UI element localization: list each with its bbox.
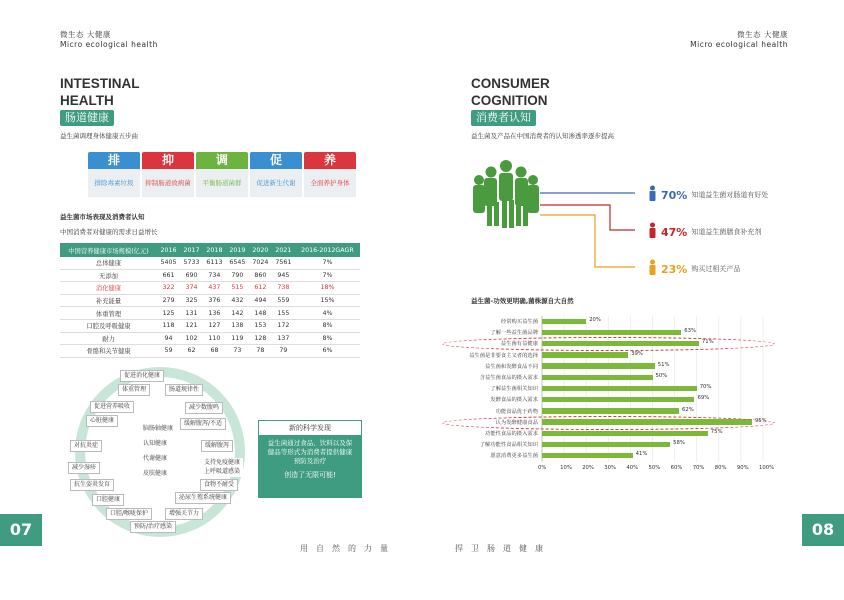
table-cell: 口腔及呼吸健康 bbox=[60, 319, 157, 332]
right-title-line1: CONSUMER bbox=[471, 76, 550, 91]
table-cell: 118 bbox=[157, 319, 180, 332]
table-cell: 消化健康 bbox=[60, 282, 157, 295]
table-cell: 142 bbox=[226, 307, 249, 320]
header-right-cn: 微生态 大健康 bbox=[737, 30, 788, 39]
table-cell: 骨骼和关节健康 bbox=[60, 345, 157, 358]
health-bubble: 促进消化健康 bbox=[120, 370, 164, 382]
highlight-ellipse bbox=[442, 416, 775, 430]
bar-category-label: 经常购买益生菌 bbox=[500, 319, 538, 325]
left-title-line1: INTESTINAL bbox=[60, 76, 140, 91]
health-bubble: 增强关节力 bbox=[165, 508, 203, 520]
stat-text: 知道益生菌膳食补充剂 bbox=[691, 228, 762, 236]
bar-category-label: 了解一些益生菌品牌 bbox=[490, 330, 538, 337]
table-header: 2019 bbox=[226, 243, 249, 257]
health-bubble: 促进营养吸收 bbox=[90, 401, 134, 413]
bar-value-label: 20% bbox=[589, 317, 601, 323]
table-cell: 661 bbox=[157, 269, 180, 282]
right-tag: 消费者认知 bbox=[471, 110, 536, 126]
table-cell: 7024 bbox=[249, 257, 272, 269]
bar-category-label: 益生菌是非要食主义者的选择 bbox=[469, 352, 538, 359]
table-cell: 78 bbox=[249, 345, 272, 358]
bar-category-label: 发酵食品的摄入需求 bbox=[490, 397, 538, 404]
market-title: 益生菌市场表现及消费者认知 bbox=[60, 213, 145, 221]
header-left-cn: 微生态 大健康 bbox=[60, 30, 111, 39]
health-bubble: 泌尿生殖系统健康 bbox=[175, 492, 231, 504]
page-number-right: 08 bbox=[802, 514, 844, 546]
bar-value-label: 69% bbox=[697, 395, 710, 402]
stat-text: 购买过相关产品 bbox=[691, 265, 741, 273]
x-tick-label: 100% bbox=[759, 464, 775, 471]
table-header: 2020 bbox=[249, 243, 272, 257]
table-cell: 136 bbox=[203, 307, 226, 320]
health-inner-item: 皮肤健康 bbox=[140, 469, 170, 479]
table-cell: 7% bbox=[295, 257, 360, 269]
table-cell: 补充能量 bbox=[60, 294, 157, 307]
table-cell: 945 bbox=[272, 269, 295, 282]
table-cell: 8% bbox=[295, 332, 360, 345]
bar bbox=[542, 319, 586, 325]
step-char: 养 bbox=[304, 152, 356, 169]
right-title-line2: COGNITION bbox=[471, 93, 548, 108]
bar-value-label: 63% bbox=[684, 328, 696, 335]
table-cell: 总体健康 bbox=[60, 257, 157, 269]
health-inner-item: 支持免疫健康 bbox=[201, 458, 243, 468]
table-cell: 790 bbox=[226, 269, 249, 282]
table-cell: 体重管理 bbox=[60, 307, 157, 320]
bar-value-label: 62% bbox=[682, 406, 694, 413]
table-cell: 68 bbox=[203, 345, 226, 358]
bar-value-label: 41% bbox=[635, 451, 648, 458]
table-header: 2021 bbox=[272, 243, 295, 257]
left-title-line2: HEALTH bbox=[60, 93, 114, 108]
x-tick-label: 20% bbox=[582, 464, 594, 471]
left-subtitle: 益生菌调理身体健康五步曲 bbox=[60, 132, 138, 140]
table-cell: 7561 bbox=[272, 257, 295, 269]
table-cell: 131 bbox=[180, 307, 203, 320]
bar-category-label: 益生菌和发酵食品不同 bbox=[485, 363, 538, 370]
table-cell: 7% bbox=[295, 269, 360, 282]
bar-category-label: 认为发酵健康食品 bbox=[495, 419, 538, 426]
discovery-footer: 创造了无限可能! bbox=[284, 471, 336, 479]
health-bubble: 口腔/喉咙保护 bbox=[106, 508, 152, 520]
bar bbox=[542, 330, 681, 336]
table-header: 2017 bbox=[180, 243, 203, 257]
bar-category-label: 愿意消费更多益生菌 bbox=[490, 453, 538, 460]
table-cell: 432 bbox=[226, 294, 249, 307]
table-cell: 515 bbox=[226, 282, 249, 295]
step-char: 排 bbox=[88, 152, 140, 169]
x-tick-label: 30% bbox=[604, 464, 617, 471]
table-cell: 119 bbox=[226, 332, 249, 345]
header-right-en: Micro ecological health bbox=[690, 40, 788, 49]
bar-category-label: 功能性食品的摄入需求 bbox=[485, 431, 538, 437]
table-cell: 137 bbox=[272, 332, 295, 345]
health-bubble: 对抗炎症 bbox=[70, 440, 102, 452]
table-cell: 138 bbox=[226, 319, 249, 332]
bar-category-label: 功能食品优于药物 bbox=[495, 408, 538, 415]
bar-value-label: 51% bbox=[657, 361, 670, 368]
bar bbox=[542, 442, 670, 448]
table-cell: 559 bbox=[272, 294, 295, 307]
stat-percent: 47% bbox=[661, 225, 688, 239]
table-cell: 738 bbox=[272, 282, 295, 295]
bar bbox=[542, 363, 655, 369]
stat-percent: 70% bbox=[661, 188, 688, 202]
step-char: 促 bbox=[250, 152, 302, 169]
table-cell: 6% bbox=[295, 345, 360, 358]
table-cell: 125 bbox=[157, 307, 180, 320]
table-cell: 374 bbox=[180, 282, 203, 295]
step-text: 全面养护身体 bbox=[304, 169, 356, 197]
bar bbox=[542, 453, 633, 459]
table-header: 2016-2012GAGR bbox=[295, 243, 360, 257]
health-bubble: 预防/治疗感染 bbox=[130, 521, 176, 533]
bar-value-label: 75% bbox=[710, 429, 723, 435]
table-cell: 18% bbox=[295, 282, 360, 295]
table-cell: 4% bbox=[295, 307, 360, 320]
step-text: 促进新生代谢 bbox=[250, 169, 302, 197]
table-cell: 128 bbox=[249, 332, 272, 345]
health-inner-item: 认知健康 bbox=[140, 439, 170, 449]
table-cell: 110 bbox=[203, 332, 226, 345]
x-tick-label: 0% bbox=[538, 464, 547, 471]
table-cell: 127 bbox=[203, 319, 226, 332]
health-inner-item: 脑肠轴健康 bbox=[140, 424, 176, 434]
x-tick-label: 40% bbox=[626, 464, 639, 471]
x-tick-label: 10% bbox=[560, 464, 572, 471]
bar-category-label: 了解功能性食品相关知识 bbox=[479, 442, 538, 449]
x-tick-label: 90% bbox=[736, 464, 749, 471]
bar bbox=[542, 352, 628, 358]
table-cell: 耐力 bbox=[60, 332, 157, 345]
table-cell: 325 bbox=[180, 294, 203, 307]
table-cell: 437 bbox=[203, 282, 226, 295]
table-cell: 121 bbox=[180, 319, 203, 332]
bar-value-label: 95% bbox=[754, 417, 767, 424]
stat-percent: 23% bbox=[661, 262, 688, 276]
table-cell: 59 bbox=[157, 345, 180, 358]
x-tick-label: 60% bbox=[670, 464, 683, 471]
table-cell: 734 bbox=[203, 269, 226, 282]
step-char: 调 bbox=[196, 152, 248, 169]
health-bubble: 减少数腹鸣 bbox=[185, 402, 223, 414]
health-bubble: 缓解腹泻 bbox=[201, 440, 233, 452]
table-cell: 5733 bbox=[180, 257, 203, 269]
health-bubble: 抗生姿炎发育 bbox=[70, 479, 114, 491]
table-header: 2016 bbox=[157, 243, 180, 257]
bar-value-label: 50% bbox=[655, 373, 668, 379]
bar-value-label: 58% bbox=[673, 440, 685, 447]
table-cell: 6545 bbox=[226, 257, 249, 269]
table-cell: 279 bbox=[157, 294, 180, 307]
bar-value-label: 71% bbox=[701, 339, 714, 346]
step-text: 排除毒素垃圾 bbox=[88, 169, 140, 197]
x-tick-label: 70% bbox=[692, 464, 705, 471]
chart-title: 益生菌-功效更明确,菌株源自大自然 bbox=[471, 297, 574, 305]
table-cell: 155 bbox=[272, 307, 295, 320]
bar-value-label: 70% bbox=[699, 384, 712, 391]
bar-category-label: 含益生菌食品的摄入需求 bbox=[479, 375, 538, 381]
table-cell: 73 bbox=[226, 345, 249, 358]
bar bbox=[542, 397, 694, 403]
bar bbox=[542, 375, 653, 381]
footer-right: 捍卫肠道健康 bbox=[455, 544, 551, 553]
health-bubble: 缓解腹泻/不适 bbox=[180, 418, 226, 430]
table-cell: 148 bbox=[249, 307, 272, 320]
health-bubble: 食物不耐受 bbox=[200, 479, 238, 491]
table-cell: 860 bbox=[249, 269, 272, 282]
bar-value-label: 39% bbox=[631, 350, 643, 357]
market-subtitle: 中国消费者对健康的需求日益增长 bbox=[60, 228, 158, 236]
table-cell: 94 bbox=[157, 332, 180, 345]
table-cell: 15% bbox=[295, 294, 360, 307]
footer-left: 用自然的力量 bbox=[300, 544, 396, 553]
health-bubble: 心脏健康 bbox=[86, 415, 118, 427]
table-cell: 612 bbox=[249, 282, 272, 295]
step-text: 平衡肠道菌群 bbox=[196, 169, 248, 197]
table-header: 中国营养健康市场规模(亿元) bbox=[60, 243, 157, 257]
bar bbox=[542, 386, 697, 392]
table-cell: 8% bbox=[295, 319, 360, 332]
left-tag: 肠道健康 bbox=[60, 110, 114, 126]
table-cell: 5405 bbox=[157, 257, 180, 269]
table-cell: 153 bbox=[249, 319, 272, 332]
discovery-body: 益生菌通过食品、饮料以及保健品等形式为消费者提供健康预防及治疗 bbox=[267, 439, 353, 465]
table-cell: 6113 bbox=[203, 257, 226, 269]
discovery-title: 新的科学发现 bbox=[259, 421, 361, 435]
health-inner-item: 上呼吸道感染 bbox=[201, 467, 243, 477]
health-bubble: 体重管理 bbox=[118, 384, 150, 396]
bar-category-label: 了解益生菌相关知识 bbox=[490, 386, 538, 393]
table-cell: 79 bbox=[272, 345, 295, 358]
health-bubble: 减少湿疹 bbox=[68, 462, 100, 474]
header-left-en: Micro ecological health bbox=[60, 40, 158, 49]
step-text: 抑制肠道致病菌 bbox=[142, 169, 194, 197]
table-header: 2018 bbox=[203, 243, 226, 257]
step-char: 抑 bbox=[142, 152, 194, 169]
right-subtitle: 益生菌及产品在中国消费者的认知渗透率逐步提高 bbox=[471, 132, 614, 140]
stat-text: 知道益生菌对肠道有好处 bbox=[691, 191, 769, 199]
page-number-left: 07 bbox=[0, 514, 42, 546]
table-cell: 102 bbox=[180, 332, 203, 345]
table-cell: 690 bbox=[180, 269, 203, 282]
x-tick-label: 50% bbox=[648, 464, 661, 471]
table-cell: 62 bbox=[180, 345, 203, 358]
health-bubble: 口腔健康 bbox=[92, 494, 124, 506]
table-cell: 322 bbox=[157, 282, 180, 295]
table-cell: 494 bbox=[249, 294, 272, 307]
bar bbox=[542, 431, 708, 437]
table-cell: 172 bbox=[272, 319, 295, 332]
table-cell: 无添加 bbox=[60, 269, 157, 282]
x-tick-label: 80% bbox=[714, 464, 727, 471]
health-inner-item: 代谢健康 bbox=[140, 454, 170, 464]
health-bubble: 肠道规律性 bbox=[165, 384, 203, 396]
bar-category-label: 益生菌有益健康 bbox=[500, 341, 538, 348]
table-cell: 376 bbox=[203, 294, 226, 307]
bar bbox=[542, 408, 679, 414]
